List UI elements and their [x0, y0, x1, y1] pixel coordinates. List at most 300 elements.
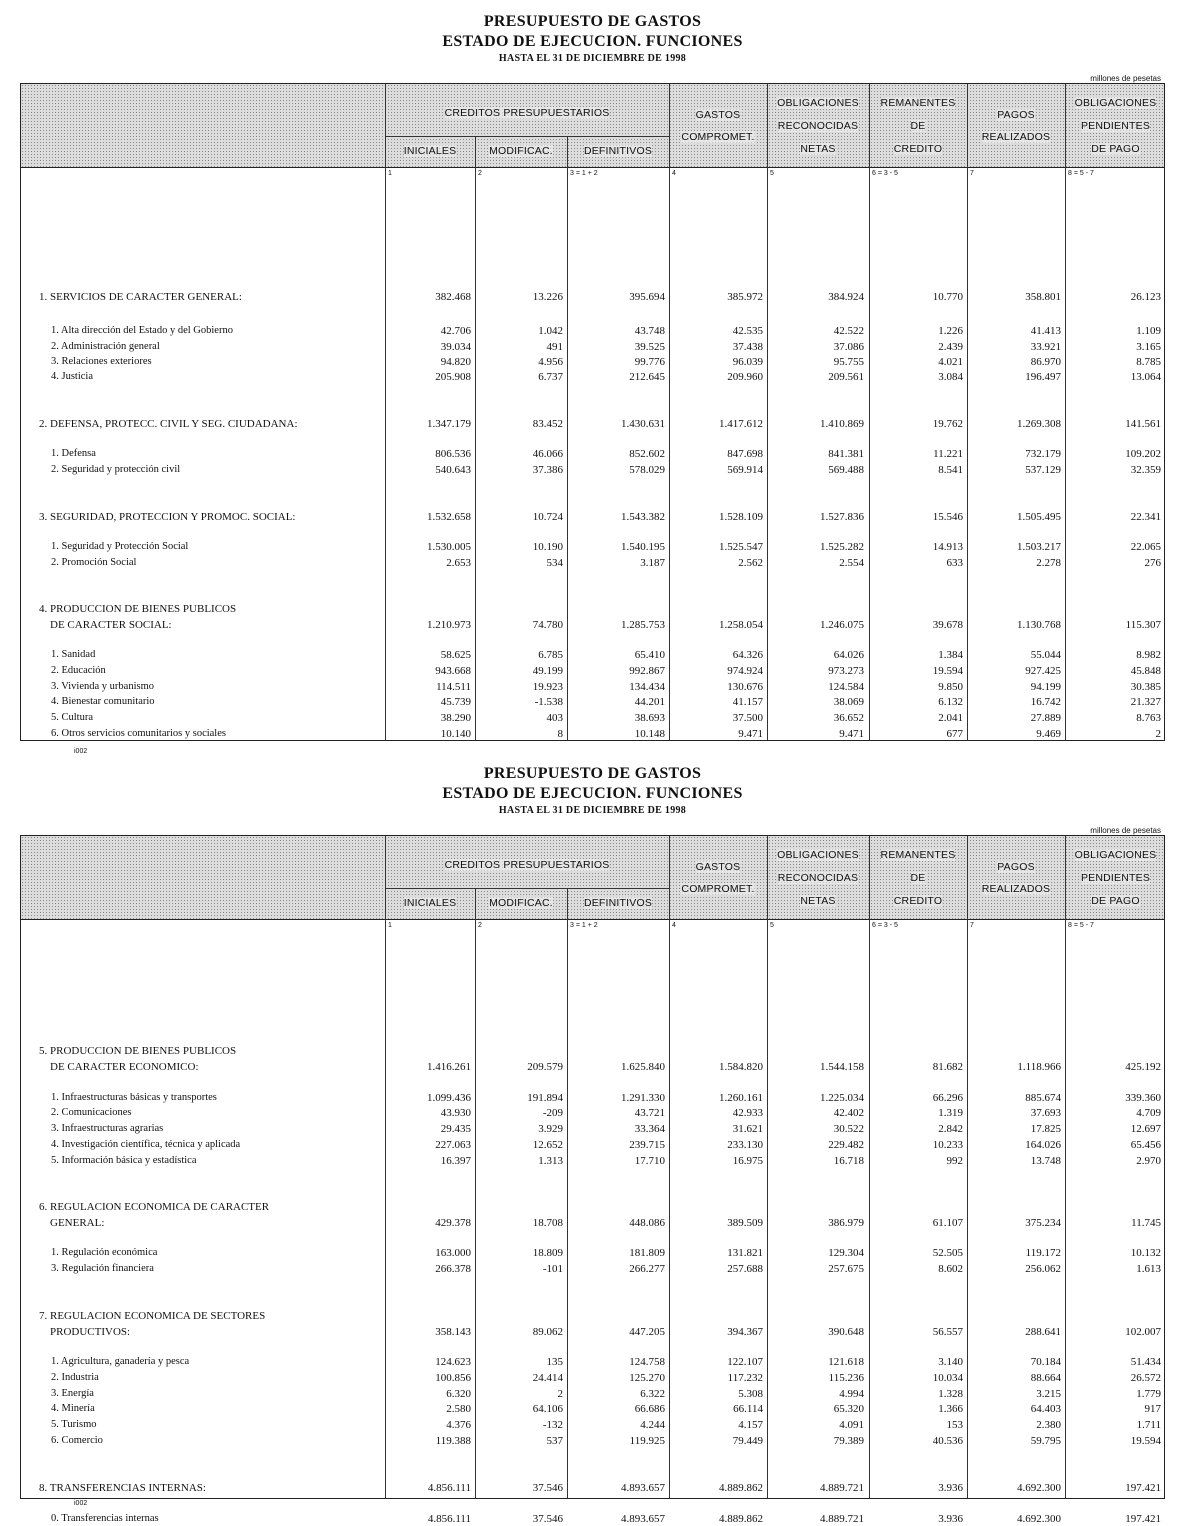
row-value: 973.273	[828, 665, 864, 677]
row-value: 1.328	[938, 1388, 963, 1400]
row-value: 81.682	[932, 1061, 963, 1073]
row-value: 19.762	[932, 418, 963, 430]
header-obligaciones-1-text: OBLIGACIONES	[777, 97, 859, 109]
row-value: 42.535	[732, 325, 763, 337]
header-pendientes-1	[1065, 92, 1166, 114]
row-value: 58.625	[440, 649, 471, 661]
row-value: 65.320	[833, 1403, 864, 1415]
row-value: 17.710	[634, 1155, 665, 1167]
header-pagos-2-text: REALIZADOS	[981, 883, 1051, 895]
header-pendientes-3-text: DE PAGO	[1091, 895, 1140, 907]
row-value: 385.972	[727, 291, 763, 303]
row-value: 8.602	[938, 1263, 963, 1275]
row-value: 448.086	[629, 1217, 665, 1229]
row-value: 10.770	[932, 291, 963, 303]
row-value: 8.541	[938, 464, 963, 476]
column-number: 4	[672, 922, 676, 929]
row-value: 3.084	[938, 371, 963, 383]
header-pendientes-2-text: PENDIENTES	[1080, 120, 1151, 132]
header-gastos-2-text: COMPROMET.	[681, 131, 755, 143]
row-value: 124.623	[435, 1356, 471, 1368]
report-title: PRESUPUESTO DE GASTOS	[483, 13, 702, 30]
header-modificac-text: MODIFICAC.	[489, 145, 553, 157]
row-value: 1.246.075	[820, 619, 864, 631]
row-label: 3. Relaciones exteriores	[51, 356, 152, 367]
row-value: 4.856.111	[427, 1482, 471, 1494]
row-label: 2. Industria	[51, 1372, 99, 1383]
row-value: 64.026	[833, 649, 864, 661]
row-value: 16.397	[440, 1155, 471, 1167]
row-value: 64.403	[1030, 1403, 1061, 1415]
column-divider	[869, 84, 870, 740]
row-value: 358.143	[435, 1326, 471, 1338]
column-number: 6 = 3 - 5	[872, 922, 898, 929]
row-value: 37.438	[732, 341, 763, 353]
row-value: 677	[946, 728, 963, 740]
header-remanentes-2	[869, 115, 967, 137]
header-iniciales	[385, 140, 475, 162]
row-value: 13.064	[1130, 371, 1161, 383]
row-value: 2.554	[839, 557, 864, 569]
row-value: 3.936	[938, 1482, 963, 1494]
row-value: 6.320	[446, 1388, 471, 1400]
row-value: 1.416.261	[427, 1061, 471, 1073]
row-value: 732.179	[1025, 448, 1061, 460]
row-value: 16.975	[732, 1155, 763, 1167]
row-value: 233.130	[727, 1139, 763, 1151]
row-value: 42.706	[440, 325, 471, 337]
row-value: 39.525	[634, 341, 665, 353]
row-value: 1.118.966	[1017, 1061, 1061, 1073]
row-value: 389.509	[727, 1217, 763, 1229]
header-obligaciones-3	[767, 138, 869, 160]
row-value: 1.260.161	[719, 1092, 763, 1104]
row-value: 83.452	[532, 418, 563, 430]
row-value: 1.711	[1136, 1419, 1161, 1431]
row-value: 129.304	[828, 1247, 864, 1259]
header-gastos-1-text: GASTOS	[695, 861, 741, 873]
row-value: 79.449	[732, 1435, 763, 1447]
row-value: 22.341	[1130, 511, 1161, 523]
row-value: 266.277	[629, 1263, 665, 1275]
row-value: 390.648	[828, 1326, 864, 1338]
row-value: 537.129	[1025, 464, 1061, 476]
row-value: 10.132	[1130, 1247, 1161, 1259]
header-creditos-text: CREDITOS PRESUPUESTARIOS	[444, 859, 610, 871]
row-value: 1.319	[938, 1107, 963, 1119]
row-value: 86.970	[1030, 356, 1061, 368]
row-value: 16.718	[833, 1155, 864, 1167]
row-value: 181.809	[629, 1247, 665, 1259]
row-value: 1.779	[1136, 1388, 1161, 1400]
row-value: 395.694	[629, 291, 665, 303]
row-value: 21.327	[1130, 696, 1161, 708]
row-value: 61.107	[932, 1217, 963, 1229]
row-value: 14.913	[932, 541, 963, 553]
row-value: 13.748	[1030, 1155, 1061, 1167]
row-value: 32.359	[1130, 464, 1161, 476]
column-number: 8 = 5 - 7	[1068, 170, 1094, 177]
row-value: 41.413	[1030, 325, 1061, 337]
row-value: 10.034	[932, 1372, 963, 1384]
row-value: 852.602	[629, 448, 665, 460]
row-value: 3.140	[938, 1356, 963, 1368]
row-value: 1.525.282	[820, 541, 864, 553]
header-creditos	[385, 102, 669, 124]
row-value: 4.994	[839, 1388, 864, 1400]
row-value: 119.172	[1025, 1247, 1061, 1259]
header-gastos-2	[669, 878, 767, 900]
row-value: 10.190	[532, 541, 563, 553]
row-value: 1.528.109	[719, 511, 763, 523]
header-modificac-text: MODIFICAC.	[489, 897, 553, 909]
row-value: 18.809	[532, 1247, 563, 1259]
row-value: 491	[546, 341, 563, 353]
row-value: 2.278	[1036, 557, 1061, 569]
header-obligaciones-2	[767, 115, 869, 137]
row-value: 115.307	[1125, 619, 1161, 631]
row-label: 1. SERVICIOS DE CARACTER GENERAL:	[39, 291, 242, 303]
header-obligaciones-2-text: RECONOCIDAS	[777, 120, 859, 132]
row-value: -132	[542, 1419, 563, 1431]
row-value: 45.848	[1130, 665, 1161, 677]
row-value: 19.923	[532, 681, 563, 693]
column-number: 8 = 5 - 7	[1068, 922, 1094, 929]
row-value: 885.674	[1025, 1092, 1061, 1104]
row-value: 403	[546, 712, 563, 724]
row-value: 45.739	[440, 696, 471, 708]
column-number: 6 = 3 - 5	[872, 170, 898, 177]
row-value: 19.594	[932, 665, 963, 677]
row-value: 13.226	[532, 291, 563, 303]
column-number: 5	[770, 170, 774, 177]
row-value: 8.982	[1136, 649, 1161, 661]
row-value: 943.668	[435, 665, 471, 677]
row-label: 4. Minería	[51, 1403, 95, 1414]
row-value: 339.360	[1125, 1092, 1161, 1104]
row-label: 2. Seguridad y protección civil	[51, 464, 181, 475]
row-value: 4.376	[446, 1419, 471, 1431]
header-gastos-1	[669, 856, 767, 878]
row-value: 197.421	[1125, 1482, 1161, 1494]
row-label: 1. Infraestructuras básicas y transportes	[51, 1092, 217, 1103]
row-value: 1.544.158	[820, 1061, 864, 1073]
row-value: 257.675	[828, 1263, 864, 1275]
row-value: 70.184	[1030, 1356, 1061, 1368]
row-value: 79.389	[833, 1435, 864, 1447]
creditos-underline	[385, 888, 669, 889]
header-definitivos-text: DEFINITIVOS	[583, 897, 653, 909]
row-value: 51.434	[1130, 1356, 1161, 1368]
header-obligaciones-3-text: NETAS	[800, 895, 836, 907]
column-divider	[869, 836, 870, 1498]
row-value: 1.210.973	[427, 619, 471, 631]
row-value: 37.546	[532, 1513, 563, 1525]
row-value: 992	[946, 1155, 963, 1167]
row-value: 2	[557, 1388, 563, 1400]
row-value: 2.439	[938, 341, 963, 353]
row-value: 94.199	[1030, 681, 1061, 693]
column-divider	[767, 84, 768, 740]
column-number: 3 = 1 + 2	[570, 922, 598, 929]
report-title: PRESUPUESTO DE GASTOS	[483, 765, 702, 782]
row-value: 43.748	[634, 325, 665, 337]
header-obligaciones-2	[767, 867, 869, 889]
header-pendientes-1	[1065, 844, 1166, 866]
column-divider	[1065, 84, 1066, 740]
row-value: 569.914	[727, 464, 763, 476]
row-label: 6. Otros servicios comunitarios y sociales	[51, 728, 226, 739]
row-value: 24.414	[532, 1372, 563, 1384]
header-remanentes-2-text: DE	[910, 120, 926, 132]
row-value: 4.889.862	[719, 1513, 763, 1525]
row-value: 1.527.836	[820, 511, 864, 523]
header-pagos-2	[967, 878, 1065, 900]
row-value: 119.925	[629, 1435, 665, 1447]
row-value: 633	[946, 557, 963, 569]
header-pendientes-3	[1065, 138, 1166, 160]
row-value: 209.561	[828, 371, 864, 383]
column-divider	[567, 888, 568, 1498]
header-pendientes-1-text: OBLIGACIONES	[1074, 97, 1157, 109]
row-label: 3. Vivienda y urbanismo	[51, 681, 154, 692]
row-value: 42.933	[732, 1107, 763, 1119]
header-gastos-1-text: GASTOS	[695, 109, 741, 121]
row-value: 26.572	[1130, 1372, 1161, 1384]
row-value: 52.505	[932, 1247, 963, 1259]
row-label: 1. Defensa	[51, 448, 96, 459]
row-value: 33.364	[634, 1123, 665, 1135]
row-value: 11.745	[1131, 1217, 1161, 1229]
row-label: 1. Sanidad	[51, 649, 96, 660]
row-value: 12.652	[532, 1139, 563, 1151]
header-obligaciones-1-text: OBLIGACIONES	[777, 849, 859, 861]
row-value: 26.123	[1130, 291, 1161, 303]
row-label: 2. Promoción Social	[51, 557, 137, 568]
row-label: 2. DEFENSA, PROTECC. CIVIL Y SEG. CIUDADANA:	[39, 418, 298, 430]
row-value: 122.107	[727, 1356, 763, 1368]
row-value: 1.109	[1136, 325, 1161, 337]
header-iniciales-text: INICIALES	[403, 145, 457, 157]
header-definitivos	[567, 140, 669, 162]
row-value: 65.410	[634, 649, 665, 661]
column-number: 3 = 1 + 2	[570, 170, 598, 177]
row-value: 927.425	[1025, 665, 1061, 677]
row-value: 64.326	[732, 649, 763, 661]
row-value: 4.893.657	[621, 1482, 665, 1494]
row-label: DE CARACTER SOCIAL:	[39, 619, 172, 631]
row-value: 257.688	[727, 1263, 763, 1275]
row-value: 841.381	[828, 448, 864, 460]
row-value: 2.580	[446, 1403, 471, 1415]
row-label: 4. Investigación científica, técnica y aplicada	[51, 1139, 241, 1150]
row-value: 4.692.300	[1017, 1482, 1061, 1494]
row-value: 4.692.300	[1017, 1513, 1061, 1525]
row-value: 10.724	[532, 511, 563, 523]
row-value: 9.471	[738, 728, 763, 740]
row-value: 42.402	[833, 1107, 864, 1119]
row-value: 30.522	[833, 1123, 864, 1135]
header-iniciales	[385, 892, 475, 914]
row-value: 1.430.631	[621, 418, 665, 430]
row-value: 10.233	[932, 1139, 963, 1151]
row-value: 806.536	[435, 448, 471, 460]
row-value: 9.471	[839, 728, 864, 740]
row-value: 3.187	[640, 557, 665, 569]
row-value: 4.889.721	[820, 1482, 864, 1494]
header-pagos-1	[967, 856, 1065, 878]
row-label: 6. REGULACION ECONOMICA DE CARACTER	[39, 1201, 270, 1213]
row-value: 15.546	[932, 511, 963, 523]
header-creditos-text: CREDITOS PRESUPUESTARIOS	[444, 107, 610, 119]
row-value: 37.546	[532, 1482, 563, 1494]
row-label: 3. Energía	[51, 1388, 94, 1399]
row-value: 384.924	[828, 291, 864, 303]
column-divider	[567, 136, 568, 740]
row-value: 102.007	[1125, 1326, 1161, 1338]
header-gastos-2-text: COMPROMET.	[681, 883, 755, 895]
column-number: 7	[970, 922, 974, 929]
header-remanentes-2-text: DE	[910, 872, 926, 884]
column-number: 2	[478, 170, 482, 177]
row-value: 1.313	[538, 1155, 563, 1167]
report-date: HASTA EL 31 DE DICIEMBRE DE 1998	[498, 805, 687, 816]
header-remanentes-3	[869, 138, 967, 160]
row-value: 1.584.820	[719, 1061, 763, 1073]
header-creditos	[385, 854, 669, 876]
row-value: 540.643	[435, 464, 471, 476]
row-value: 197.421	[1125, 1513, 1161, 1525]
row-value: 1.042	[538, 325, 563, 337]
column-number: 5	[770, 922, 774, 929]
row-value: 9.469	[1036, 728, 1061, 740]
row-value: 1.530.005	[427, 541, 471, 553]
row-value: 375.234	[1025, 1217, 1061, 1229]
row-value: 256.062	[1025, 1263, 1061, 1275]
row-value: 2.562	[738, 557, 763, 569]
row-value: 18.708	[532, 1217, 563, 1229]
row-value: 1.384	[938, 649, 963, 661]
row-value: 3.165	[1136, 341, 1161, 353]
column-number: 4	[672, 170, 676, 177]
row-value: 569.488	[828, 464, 864, 476]
row-label: 4. PRODUCCION DE BIENES PUBLICOS	[39, 603, 237, 615]
row-value: 205.908	[435, 371, 471, 383]
report-date: HASTA EL 31 DE DICIEMBRE DE 1998	[498, 53, 687, 64]
units-label: millones de pesetas	[1090, 74, 1161, 83]
row-value: 94.820	[440, 356, 471, 368]
row-value: 10.140	[440, 728, 471, 740]
row-label: 1. Agricultura, ganadería y pesca	[51, 1356, 190, 1367]
row-label: 5. Turismo	[51, 1419, 97, 1430]
header-pendientes-1-text: OBLIGACIONES	[1074, 849, 1157, 861]
row-value: 59.795	[1030, 1435, 1061, 1447]
row-value: 66.296	[932, 1092, 963, 1104]
row-value: 394.367	[727, 1326, 763, 1338]
header-gastos-1	[669, 104, 767, 126]
creditos-underline	[385, 136, 669, 137]
column-divider	[967, 84, 968, 740]
header-pendientes-3-text: DE PAGO	[1091, 143, 1140, 155]
row-label: 3. Infraestructuras agrarias	[51, 1123, 164, 1134]
row-value: 2.041	[938, 712, 963, 724]
column-number: 7	[970, 170, 974, 177]
header-gastos-2	[669, 126, 767, 148]
row-value: 288.641	[1025, 1326, 1061, 1338]
row-value: 38.290	[440, 712, 471, 724]
row-value: -209	[542, 1107, 563, 1119]
row-value: 534	[546, 557, 563, 569]
row-value: 17.825	[1030, 1123, 1061, 1135]
header-pagos-1-text: PAGOS	[997, 861, 1035, 873]
row-value: 3.936	[938, 1513, 963, 1525]
row-value: 109.202	[1125, 448, 1161, 460]
row-value: 37.500	[732, 712, 763, 724]
header-pagos-1-text: PAGOS	[997, 109, 1035, 121]
row-value: 4.956	[538, 356, 563, 368]
row-value: 1.417.612	[719, 418, 763, 430]
page-footer-code: i002	[74, 1500, 88, 1507]
row-label: 4. Bienestar comunitario	[51, 696, 155, 707]
row-value: 386.979	[828, 1217, 864, 1229]
row-value: 239.715	[629, 1139, 665, 1151]
row-value: 276	[1144, 557, 1161, 569]
row-value: 2.842	[938, 1123, 963, 1135]
row-value: 19.594	[1130, 1435, 1161, 1447]
row-label: 8. TRANSFERENCIAS INTERNAS:	[39, 1482, 206, 1494]
header-pendientes-3	[1065, 890, 1166, 912]
row-value: 917	[1144, 1403, 1161, 1415]
row-value: 130.676	[727, 681, 763, 693]
row-value: 65.456	[1130, 1139, 1161, 1151]
row-value: 12.697	[1130, 1123, 1161, 1135]
column-number: 2	[478, 922, 482, 929]
header-pendientes-2-text: PENDIENTES	[1080, 872, 1151, 884]
row-label: 1. Seguridad y Protección Social	[51, 541, 189, 552]
row-value: 43.721	[634, 1107, 665, 1119]
header-pagos-1	[967, 104, 1065, 126]
row-label: 1. Alta dirección del Estado y del Gobierno	[51, 325, 233, 336]
row-value: 1.226	[938, 325, 963, 337]
row-label: 2. Administración general	[51, 341, 160, 352]
row-value: 134.434	[629, 681, 665, 693]
row-value: 382.468	[435, 291, 471, 303]
row-value: 41.157	[732, 696, 763, 708]
row-value: 27.889	[1030, 712, 1061, 724]
header-remanentes-3	[869, 890, 967, 912]
header-obligaciones-3	[767, 890, 869, 912]
row-value: 1.366	[938, 1403, 963, 1415]
row-value: 164.026	[1025, 1139, 1061, 1151]
row-value: 89.062	[532, 1326, 563, 1338]
row-label: DE CARACTER ECONOMICO:	[39, 1061, 199, 1073]
row-value: 46.066	[532, 448, 563, 460]
column-divider	[767, 836, 768, 1498]
header-modificac	[475, 892, 567, 914]
row-value: 8.763	[1136, 712, 1161, 724]
row-value: 4.709	[1136, 1107, 1161, 1119]
row-value: 1.347.179	[427, 418, 471, 430]
row-value: 227.063	[435, 1139, 471, 1151]
row-value: 196.497	[1025, 371, 1061, 383]
row-value: 124.584	[828, 681, 864, 693]
row-value: 141.561	[1125, 418, 1161, 430]
row-value: 4.021	[938, 356, 963, 368]
row-value: 40.536	[932, 1435, 963, 1447]
row-value: 64.106	[532, 1403, 563, 1415]
row-value: 1.225.034	[820, 1092, 864, 1104]
report-subtitle: ESTADO DE EJECUCION. FUNCIONES	[442, 33, 743, 50]
